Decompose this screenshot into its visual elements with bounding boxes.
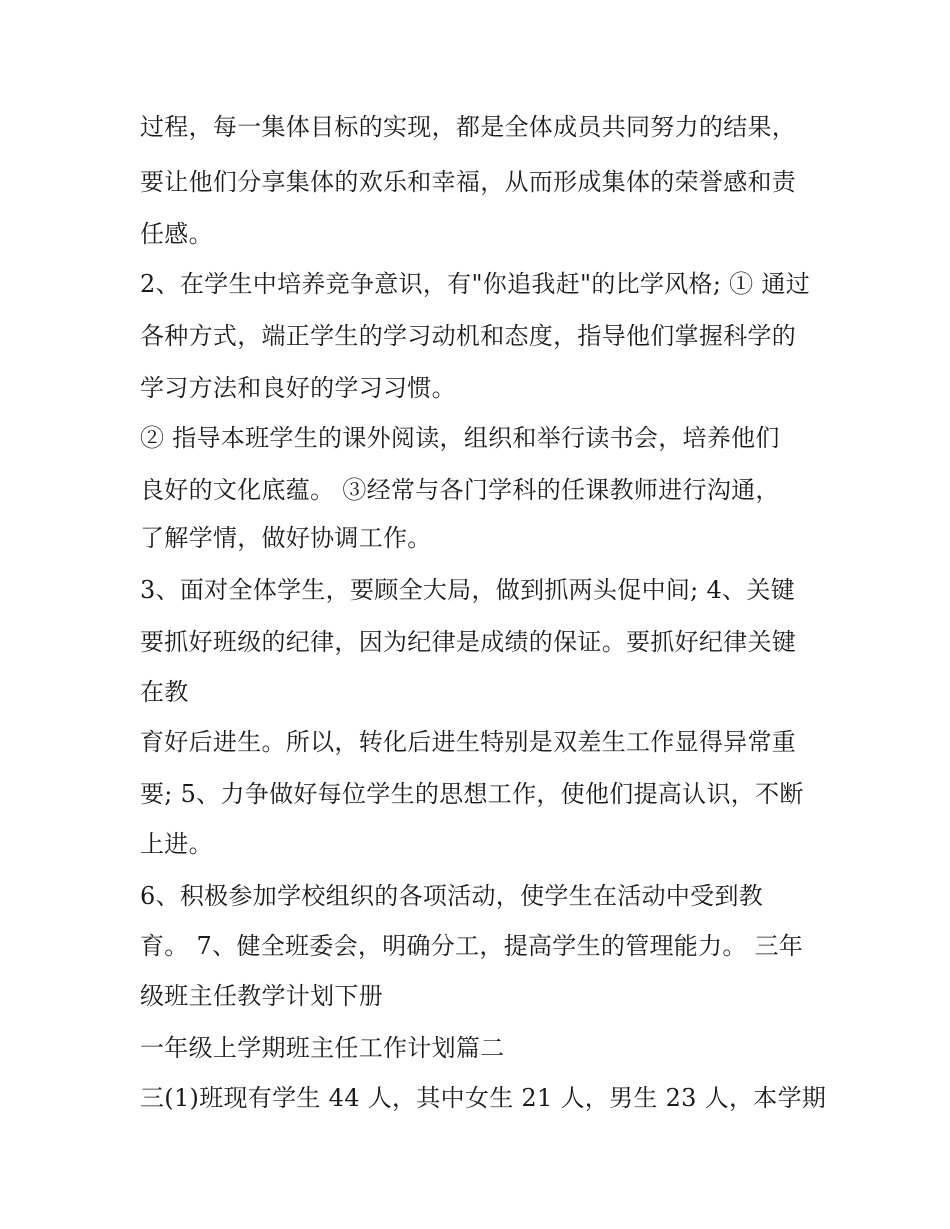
text-line-20: 三(1)班现有学生 44 人，其中女生 21 人，男生 23 人，本学期 [140, 1084, 827, 1112]
text-line-1: 过程，每一集体目标的实现，都是全体成员共同努力的结果， [140, 113, 797, 141]
text-line-5: 各种方式，端正学生的学习动机和态度，指导他们掌握科学的 [140, 322, 797, 350]
text-line-3: 任感。 [140, 220, 213, 248]
text-line-8: 良好的文化底蕴。 ③经常与各门学科的任课教师进行沟通， [140, 476, 780, 504]
text-line-9: 了解学情，做好协调工作。 [140, 524, 432, 552]
text-line-18: 级班主任教学计划下册 [140, 982, 383, 1010]
text-line-17: 育。 7、健全班委会，明确分工，提高学生的管理能力。 三年 [140, 932, 804, 960]
text-line-19: 一年级上学期班主任工作计划篇二 [140, 1034, 505, 1062]
text-line-2: 要让他们分享集体的欢乐和幸福，从而形成集体的荣誉感和责 [140, 168, 797, 196]
text-line-10: 3、面对全体学生，要顾全大局，做到抓两头促中间; 4、关键 [140, 576, 795, 604]
text-line-15: 上进。 [140, 830, 213, 858]
text-line-6: 学习方法和良好的学习习惯。 [140, 374, 456, 402]
text-line-12: 在教 [140, 678, 189, 706]
text-line-4: 2、在学生中培养竞争意识，有"你追我赶"的比学风格; ① 通过 [140, 270, 810, 298]
text-line-14: 要; 5、力争做好每位学生的思想工作，使他们提高认识，不断 [140, 780, 804, 808]
text-line-7: ② 指导本班学生的课外阅读，组织和举行读书会，培养他们 [140, 424, 780, 452]
text-line-16: 6、积极参加学校组织的各项活动，使学生在活动中受到教 [140, 882, 764, 910]
text-line-11: 要抓好班级的纪律，因为纪律是成绩的保证。要抓好纪律关键 [140, 628, 797, 656]
text-line-13: 育好后进生。所以，转化后进生特别是双差生工作显得异常重 [140, 728, 797, 756]
